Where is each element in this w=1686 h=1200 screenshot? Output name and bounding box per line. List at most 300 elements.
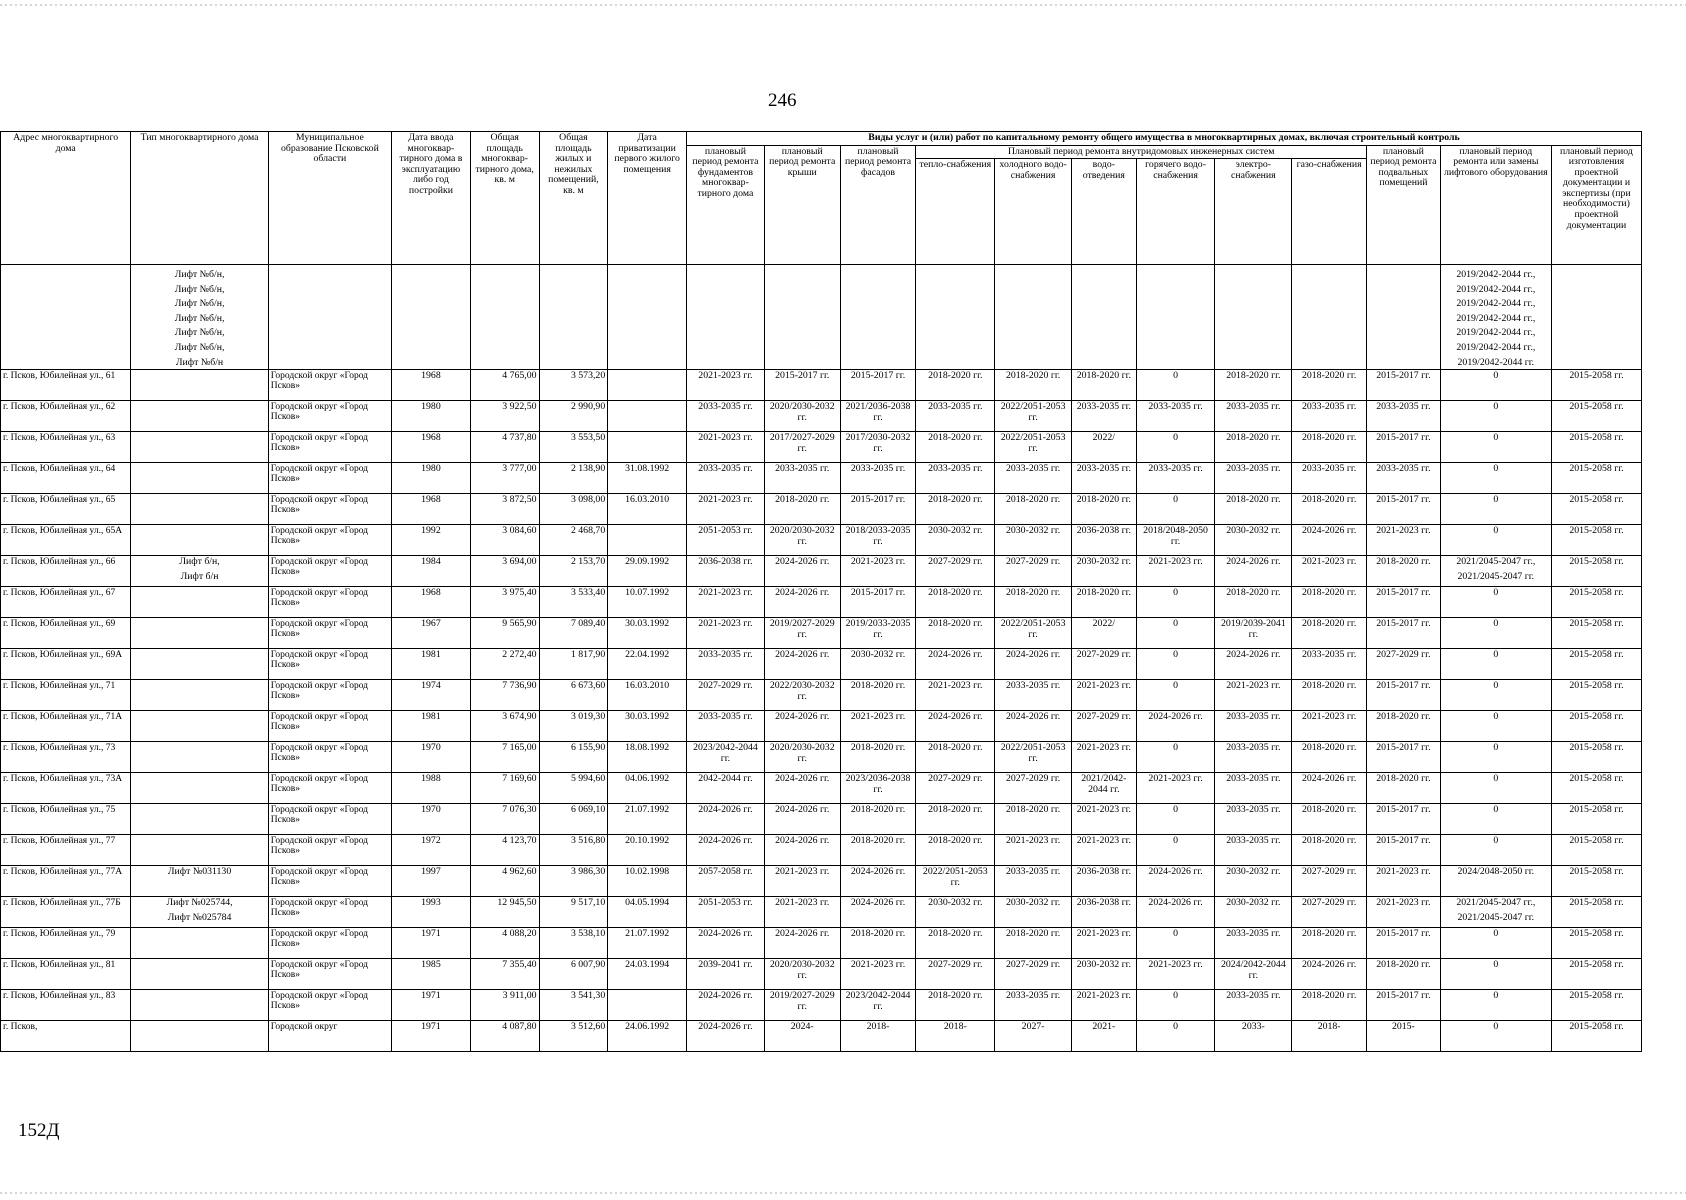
cell-living-area: 6 673,60 (539, 680, 608, 711)
cell-basement: 2015-2017 гг. (1367, 432, 1441, 463)
cell-foundation: 2024-2026 гг. (687, 928, 765, 959)
cell-sewage: 2036-2038 гг. (1072, 866, 1137, 897)
cell-total-area: 3 674,90 (470, 711, 539, 742)
cell-roof: 2019/2027-2029 гг. (764, 990, 840, 1021)
cell-cold-water: 2033-2035 гг. (995, 990, 1072, 1021)
table-row (1, 959, 1642, 990)
cell-roof (764, 265, 840, 370)
elevator-period: 0 (1493, 928, 1499, 940)
table-row (1, 804, 1642, 835)
cell-total-area (470, 265, 539, 370)
cell-cold-water: 2027- (995, 1021, 1072, 1052)
cell-cold-water: 2018-2020 гг. (995, 804, 1072, 835)
cell-living-area (539, 265, 608, 370)
cell-year: 1968 (392, 494, 471, 525)
cell-total-area: 3 694,00 (470, 556, 539, 587)
cell-year: 1997 (392, 866, 471, 897)
cell-facade (840, 265, 916, 370)
elevator-period: 0 (1493, 804, 1499, 816)
elevator-period: 0 (1493, 618, 1499, 630)
cell-municipality: Городской округ «Город Псков» (268, 959, 391, 990)
cell-design-docs: 2015-2058 гг. (1551, 928, 1641, 959)
cell-foundation (687, 265, 765, 370)
cell-heating: 2027-2029 гг. (916, 959, 995, 990)
cell-foundation: 2027-2029 гг. (687, 680, 765, 711)
cell-design-docs: 2015-2058 гг. (1551, 742, 1641, 773)
cell-address: г. Псков, Юбилейная ул., 63 (1, 432, 131, 463)
cell-municipality: Городской округ «Город Псков» (268, 618, 391, 649)
cell-sewage: 2018-2020 гг. (1072, 370, 1137, 401)
cell-total-area: 4 087,80 (470, 1021, 539, 1052)
cell-roof: 2022/2030-2032 гг. (764, 680, 840, 711)
cell-basement: 2015-2017 гг. (1367, 618, 1441, 649)
cell-hot-water: 2033-2035 гг. (1136, 401, 1215, 432)
cell-municipality: Городской округ «Город Псков» (268, 990, 391, 1021)
cell-living-area: 7 089,40 (539, 618, 608, 649)
cell-facade: 2024-2026 гг. (840, 866, 916, 897)
cell-year: 1968 (392, 432, 471, 463)
cell-address: г. Псков, Юбилейная ул., 77 (1, 835, 131, 866)
cell-building-type (131, 587, 268, 618)
elevator-period: 0 (1493, 680, 1499, 692)
cell-foundation: 2021-2023 гг. (687, 494, 765, 525)
cell-gas: 2021-2023 гг. (1292, 711, 1367, 742)
cell-municipality: Городской округ «Город Псков» (268, 556, 391, 587)
cell-cold-water: 2018-2020 гг. (995, 494, 1072, 525)
cell-year: 1972 (392, 835, 471, 866)
cell-electricity: 2033-2035 гг. (1215, 463, 1292, 494)
cell-total-area: 7 169,60 (470, 773, 539, 804)
cell-gas: 2024-2026 гг. (1292, 959, 1367, 990)
cell-building-type (131, 804, 268, 835)
cell-address: г. Псков, Юбилейная ул., 79 (1, 928, 131, 959)
cell-cold-water: 2033-2035 гг. (995, 866, 1072, 897)
header-electricity: электро-снабжения (1215, 159, 1292, 265)
cell-heating: 2024-2026 гг. (916, 649, 995, 680)
cell-privatization: 30.03.1992 (608, 711, 687, 742)
table-row (1, 773, 1642, 804)
cell-heating: 2033-2035 гг. (916, 463, 995, 494)
cell-year: 1992 (392, 525, 471, 556)
cell-gas: 2018-2020 гг. (1292, 990, 1367, 1021)
cell-living-area: 3 986,30 (539, 866, 608, 897)
table-row (1, 494, 1642, 525)
cell-roof: 2024- (764, 1021, 840, 1052)
cell-municipality: Городской округ «Город Псков» (268, 370, 391, 401)
cell-building-type (131, 265, 268, 370)
cell-heating: 2018-2020 гг. (916, 494, 995, 525)
cell-cold-water: 2027-2029 гг. (995, 959, 1072, 990)
elevator-period: 2019/2042-2044 гг., (1456, 312, 1536, 324)
cell-privatization (608, 265, 687, 370)
cell-gas: 2018-2020 гг. (1292, 370, 1367, 401)
cell-sewage: 2022/ (1072, 618, 1137, 649)
cell-basement: 2015-2017 гг. (1367, 494, 1441, 525)
header-elevator: плановый период ремонта или замены лифтового оборудования (1440, 145, 1551, 265)
cell-basement: 2018-2020 гг. (1367, 711, 1441, 742)
cell-electricity: 2033-2035 гг. (1215, 711, 1292, 742)
lift-type: Лифт №б/н, (174, 312, 225, 324)
elevator-period: 0 (1493, 401, 1499, 413)
cell-address: г. Псков, Юбилейная ул., 71 (1, 680, 131, 711)
elevator-period: 2019/2042-2044 гг., (1456, 283, 1536, 295)
cell-elevator (1440, 742, 1551, 773)
cell-living-area: 6 069,10 (539, 804, 608, 835)
cell-building-type (131, 680, 268, 711)
elevator-period: 2019/2042-2044 гг. (1457, 356, 1535, 368)
cell-gas: 2018-2020 гг. (1292, 587, 1367, 618)
cell-heating: 2021-2023 гг. (916, 680, 995, 711)
cell-design-docs: 2015-2058 гг. (1551, 990, 1641, 1021)
header-works-group: Виды услуг и (или) работ по капитальному ремонту общего имущества в многоквартирных домах, включая строительный контроль (687, 132, 1642, 146)
cell-living-area: 3 512,60 (539, 1021, 608, 1052)
cell-building-type (131, 773, 268, 804)
cell-total-area: 2 272,40 (470, 649, 539, 680)
cell-privatization: 10.02.1998 (608, 866, 687, 897)
cell-electricity: 2033-2035 гг. (1215, 773, 1292, 804)
cell-building-type (131, 711, 268, 742)
cell-privatization: 22.04.1992 (608, 649, 687, 680)
cell-cold-water: 2024-2026 гг. (995, 649, 1072, 680)
cell-elevator (1440, 556, 1551, 587)
cell-sewage: 2021-2023 гг. (1072, 742, 1137, 773)
cell-total-area: 4 088,20 (470, 928, 539, 959)
cell-heating: 2033-2035 гг. (916, 401, 995, 432)
cell-cold-water (995, 265, 1072, 370)
cell-year: 1967 (392, 618, 471, 649)
cell-roof: 2024-2026 гг. (764, 835, 840, 866)
sheet-code: 152Д (18, 1120, 60, 1141)
cell-foundation: 2051-2053 гг. (687, 897, 765, 928)
cell-facade: 2021-2023 гг. (840, 959, 916, 990)
cell-building-type (131, 556, 268, 587)
cell-foundation: 2021-2023 гг. (687, 432, 765, 463)
cell-design-docs: 2015-2058 гг. (1551, 711, 1641, 742)
cell-sewage: 2027-2029 гг. (1072, 649, 1137, 680)
cell-foundation: 2021-2023 гг. (687, 587, 765, 618)
cell-privatization: 24.06.1992 (608, 1021, 687, 1052)
cell-total-area: 9 565,90 (470, 618, 539, 649)
cell-gas: 2018-2020 гг. (1292, 432, 1367, 463)
cell-design-docs: 2015-2058 гг. (1551, 835, 1641, 866)
cell-gas: 2024-2026 гг. (1292, 525, 1367, 556)
cell-foundation: 2033-2035 гг. (687, 711, 765, 742)
cell-total-area: 4 765,00 (470, 370, 539, 401)
cell-elevator (1440, 265, 1551, 370)
cell-roof: 2015-2017 гг. (764, 370, 840, 401)
cell-gas: 2018- (1292, 1021, 1367, 1052)
elevator-period: 0 (1493, 711, 1499, 723)
cell-cold-water: 2021-2023 гг. (995, 835, 1072, 866)
cell-address (1, 265, 131, 370)
cell-electricity: 2030-2032 гг. (1215, 866, 1292, 897)
cell-living-area: 3 553,50 (539, 432, 608, 463)
page-number: 246 (768, 90, 797, 111)
cell-gas: 2018-2020 гг. (1292, 804, 1367, 835)
cell-municipality: Городской округ «Город Псков» (268, 804, 391, 835)
cell-living-area: 2 138,90 (539, 463, 608, 494)
cell-cold-water: 2018-2020 гг. (995, 928, 1072, 959)
elevator-period: 2019/2042-2044 гг., (1456, 269, 1536, 281)
cell-municipality: Городской округ «Город Псков» (268, 494, 391, 525)
cell-elevator (1440, 463, 1551, 494)
cell-facade: 2030-2032 гг. (840, 649, 916, 680)
cell-cold-water: 2022/2051-2053 гг. (995, 401, 1072, 432)
cell-electricity: 2021-2023 гг. (1215, 680, 1292, 711)
cell-electricity: 2033-2035 гг. (1215, 401, 1292, 432)
cell-heating: 2018-2020 гг. (916, 835, 995, 866)
cell-facade: 2033-2035 гг. (840, 463, 916, 494)
cell-privatization: 10.07.1992 (608, 587, 687, 618)
cell-electricity: 2024-2026 гг. (1215, 556, 1292, 587)
cell-facade: 2018/2033-2035 гг. (840, 525, 916, 556)
header-facade: плановый период ремонта фасадов (840, 145, 916, 265)
table-row (1, 711, 1642, 742)
table-row (1, 1021, 1642, 1052)
cell-total-area: 4 962,60 (470, 866, 539, 897)
cell-roof: 2020/2030-2032 гг. (764, 742, 840, 773)
cell-heating: 2024-2026 гг. (916, 711, 995, 742)
cell-hot-water (1136, 265, 1215, 370)
lift-type: Лифт №б/н, (174, 327, 225, 339)
table-row (1, 897, 1642, 928)
cell-basement: 2021-2023 гг. (1367, 897, 1441, 928)
cell-municipality: Городской округ «Город Псков» (268, 432, 391, 463)
cell-hot-water: 2021-2023 гг. (1136, 959, 1215, 990)
cell-heating: 2030-2032 гг. (916, 525, 995, 556)
cell-gas: 2033-2035 гг. (1292, 463, 1367, 494)
cell-gas: 2027-2029 гг. (1292, 897, 1367, 928)
cell-total-area: 4 737,80 (470, 432, 539, 463)
elevator-period: 2019/2042-2044 гг., (1456, 327, 1536, 339)
cell-hot-water: 2018/2048-2050 гг. (1136, 525, 1215, 556)
cell-municipality: Городской округ «Город Псков» (268, 525, 391, 556)
cell-cold-water: 2027-2029 гг. (995, 556, 1072, 587)
table-row (1, 587, 1642, 618)
cell-privatization (608, 432, 687, 463)
cell-municipality: Городской округ «Город Псков» (268, 680, 391, 711)
cell-roof: 2024-2026 гг. (764, 804, 840, 835)
cell-address: г. Псков, Юбилейная ул., 71А (1, 711, 131, 742)
cell-design-docs: 2015-2058 гг. (1551, 680, 1641, 711)
cell-municipality: Городской округ «Город Псков» (268, 835, 391, 866)
cell-sewage: 2022/ (1072, 432, 1137, 463)
cell-privatization: 21.07.1992 (608, 804, 687, 835)
cell-foundation: 2021-2023 гг. (687, 370, 765, 401)
cell-heating: 2018-2020 гг. (916, 804, 995, 835)
cell-roof: 2018-2020 гг. (764, 494, 840, 525)
cell-elevator (1440, 618, 1551, 649)
lift-type: Лифт №025784 (167, 911, 232, 923)
elevator-period: 2019/2042-2044 гг., (1456, 298, 1536, 310)
cell-address: г. Псков, Юбилейная ул., 62 (1, 401, 131, 432)
cell-total-area: 3 922,50 (470, 401, 539, 432)
cell-year: 1981 (392, 711, 471, 742)
table-row (1, 432, 1642, 463)
cell-foundation: 2024-2026 гг. (687, 1021, 765, 1052)
scan-border-top (0, 4, 1686, 6)
header-commissioning: Дата ввода многоквар-тирного дома в эксплуатацию либо год постройки (392, 132, 471, 265)
cell-sewage: 2021- (1072, 1021, 1137, 1052)
cell-privatization (608, 401, 687, 432)
cell-basement: 2015-2017 гг. (1367, 742, 1441, 773)
cell-basement: 2033-2035 гг. (1367, 463, 1441, 494)
cell-municipality (268, 265, 391, 370)
table-row (1, 990, 1642, 1021)
cell-heating: 2030-2032 гг. (916, 897, 995, 928)
cell-municipality: Городской округ «Город Псков» (268, 401, 391, 432)
cell-year: 1985 (392, 959, 471, 990)
cell-electricity: 2018-2020 гг. (1215, 494, 1292, 525)
cell-gas: 2018-2020 гг. (1292, 835, 1367, 866)
cell-basement: 2027-2029 гг. (1367, 649, 1441, 680)
cell-elevator (1440, 990, 1551, 1021)
header-cold-water: холодного водо-снабжения (995, 159, 1072, 265)
header-foundation: плановый период ремонта фундаментов многоквар-тирного дома (687, 145, 765, 265)
cell-address: г. Псков, Юбилейная ул., 64 (1, 463, 131, 494)
header-basement: плановый период ремонта подвальных помещений (1367, 145, 1441, 265)
cell-elevator (1440, 804, 1551, 835)
cell-electricity: 2030-2032 гг. (1215, 525, 1292, 556)
cell-roof: 2024-2026 гг. (764, 773, 840, 804)
elevator-period: 2019/2042-2044 гг., (1456, 342, 1536, 354)
cell-cold-water: 2022/2051-2053 гг. (995, 618, 1072, 649)
cell-design-docs: 2015-2058 гг. (1551, 370, 1641, 401)
cell-year: 1980 (392, 401, 471, 432)
cell-privatization (608, 370, 687, 401)
table-row (1, 401, 1642, 432)
cell-electricity: 2018-2020 гг. (1215, 432, 1292, 463)
lift-type: Лифт №б/н (175, 356, 224, 368)
cell-facade: 2018-2020 гг. (840, 804, 916, 835)
cell-address: г. Псков, (1, 1021, 131, 1052)
cell-facade: 2021/2036-2038 гг. (840, 401, 916, 432)
cell-gas: 2021-2023 гг. (1292, 556, 1367, 587)
cell-address: г. Псков, Юбилейная ул., 67 (1, 587, 131, 618)
cell-gas: 2024-2026 гг. (1292, 773, 1367, 804)
cell-electricity: 2033-2035 гг. (1215, 742, 1292, 773)
cell-total-area: 3 084,60 (470, 525, 539, 556)
cell-year: 1988 (392, 773, 471, 804)
cell-basement: 2015-2017 гг. (1367, 370, 1441, 401)
elevator-period: 0 (1493, 742, 1499, 754)
cell-address: г. Псков, Юбилейная ул., 83 (1, 990, 131, 1021)
cell-basement (1367, 265, 1441, 370)
cell-hot-water: 2024-2026 гг. (1136, 711, 1215, 742)
lift-type: Лифт №031130 (167, 866, 232, 878)
cell-hot-water: 2021-2023 гг. (1136, 773, 1215, 804)
cell-electricity: 2024/2042-2044 гг. (1215, 959, 1292, 990)
cell-total-area: 7 736,90 (470, 680, 539, 711)
cell-privatization (608, 525, 687, 556)
elevator-period: 2021/2045-2047 гг., (1456, 556, 1536, 568)
cell-address: г. Псков, Юбилейная ул., 65А (1, 525, 131, 556)
cell-municipality: Городской округ «Город Псков» (268, 866, 391, 897)
cell-privatization: 18.08.1992 (608, 742, 687, 773)
table-row (1, 370, 1642, 401)
cell-hot-water: 2024-2026 гг. (1136, 897, 1215, 928)
table-row (1, 649, 1642, 680)
cell-building-type (131, 401, 268, 432)
cell-design-docs: 2015-2058 гг. (1551, 866, 1641, 897)
cell-hot-water: 0 (1136, 370, 1215, 401)
cell-electricity: 2018-2020 гг. (1215, 587, 1292, 618)
table-row (1, 618, 1642, 649)
cell-living-area: 3 533,40 (539, 587, 608, 618)
cell-heating: 2018-2020 гг. (916, 432, 995, 463)
cell-gas: 2033-2035 гг. (1292, 649, 1367, 680)
cell-building-type (131, 432, 268, 463)
cell-heating: 2018-2020 гг. (916, 742, 995, 773)
cell-year: 1984 (392, 556, 471, 587)
cell-total-area: 7 355,40 (470, 959, 539, 990)
cell-design-docs: 2015-2058 гг. (1551, 587, 1641, 618)
elevator-period: 0 (1493, 649, 1499, 661)
cell-municipality: Городской округ «Город Псков» (268, 649, 391, 680)
header-living-area: Общая площадь жилых и нежилых помещений, кв. м (539, 132, 608, 265)
cell-foundation: 2023/2042-2044 гг. (687, 742, 765, 773)
cell-building-type (131, 897, 268, 928)
cell-elevator (1440, 928, 1551, 959)
table-row (1, 525, 1642, 556)
cell-elevator (1440, 494, 1551, 525)
cell-building-type (131, 866, 268, 897)
cell-building-type (131, 742, 268, 773)
header-engineering-group: Плановый период ремонта внутридомовых инженерных систем (916, 145, 1367, 159)
cell-roof: 2017/2027-2029 гг. (764, 432, 840, 463)
cell-municipality: Городской округ «Город Псков» (268, 463, 391, 494)
cell-basement: 2021-2023 гг. (1367, 525, 1441, 556)
cell-sewage: 2021/2042-2044 гг. (1072, 773, 1137, 804)
cell-building-type (131, 990, 268, 1021)
cell-building-type (131, 928, 268, 959)
lift-type: Лифт б/н, (179, 556, 220, 568)
cell-roof: 2024-2026 гг. (764, 649, 840, 680)
cell-facade: 2018-2020 гг. (840, 835, 916, 866)
table-row (1, 835, 1642, 866)
cell-address: г. Псков, Юбилейная ул., 75 (1, 804, 131, 835)
cell-municipality: Городской округ (268, 1021, 391, 1052)
cell-roof: 2024-2026 гг. (764, 711, 840, 742)
cell-facade: 2023/2036-2038 гг. (840, 773, 916, 804)
cell-sewage: 2030-2032 гг. (1072, 959, 1137, 990)
cell-hot-water: 0 (1136, 835, 1215, 866)
cell-design-docs: 2015-2058 гг. (1551, 649, 1641, 680)
cell-cold-water: 2027-2029 гг. (995, 773, 1072, 804)
cell-hot-water: 0 (1136, 804, 1215, 835)
cell-municipality: Городской округ «Город Псков» (268, 773, 391, 804)
cell-year: 1981 (392, 649, 471, 680)
cell-roof: 2020/2030-2032 гг. (764, 401, 840, 432)
cell-hot-water: 0 (1136, 928, 1215, 959)
cell-living-area: 3 538,10 (539, 928, 608, 959)
cell-elevator (1440, 897, 1551, 928)
header-total-area: Общая площадь многоквар-тирного дома, кв. м (470, 132, 539, 265)
cell-sewage: 2021-2023 гг. (1072, 928, 1137, 959)
elevator-period: 0 (1493, 525, 1499, 537)
cell-total-area: 4 123,70 (470, 835, 539, 866)
cell-hot-water: 2021-2023 гг. (1136, 556, 1215, 587)
cell-sewage: 2036-2038 гг. (1072, 525, 1137, 556)
cell-building-type (131, 959, 268, 990)
cell-electricity: 2033-2035 гг. (1215, 835, 1292, 866)
cell-foundation: 2024-2026 гг. (687, 835, 765, 866)
cell-basement: 2018-2020 гг. (1367, 773, 1441, 804)
cell-electricity: 2033- (1215, 1021, 1292, 1052)
cell-living-area: 1 817,90 (539, 649, 608, 680)
cell-foundation: 2021-2023 гг. (687, 618, 765, 649)
cell-elevator (1440, 525, 1551, 556)
